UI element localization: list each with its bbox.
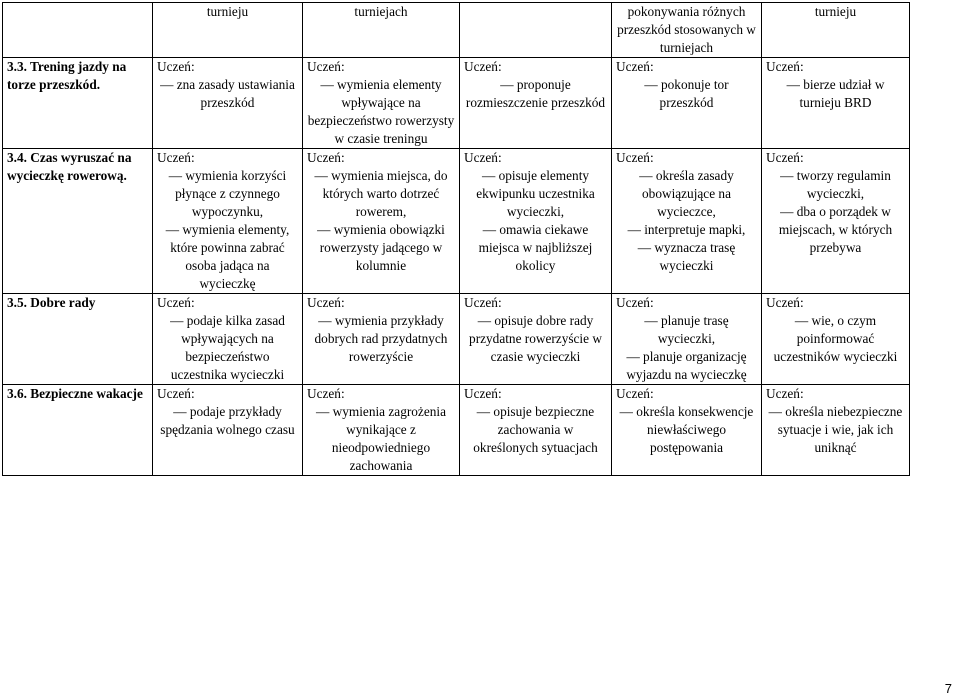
requirement-item: — wie, o czym poinformować uczestników wycieczki xyxy=(773,313,898,364)
section-title: 3.3. Trening jazdy na torze przeszkód. xyxy=(3,58,153,149)
student-label: Uczeń: xyxy=(616,150,654,165)
requirement-cell xyxy=(153,149,303,294)
requirement-item: — podaje przykłady spędzania wolnego czasu xyxy=(160,404,295,437)
requirement-item: — wymienia elementy, które powinna zabrać osoba jadąca na wycieczkę xyxy=(165,222,290,291)
requirement-cell xyxy=(612,294,762,385)
requirement-cell xyxy=(612,149,762,294)
requirement-cell xyxy=(762,58,910,149)
requirement-cell xyxy=(460,294,612,385)
requirement-cell xyxy=(303,149,460,294)
requirement-item: — planuje trasę wycieczki, xyxy=(644,313,729,346)
table-row xyxy=(3,294,910,385)
requirement-cell xyxy=(303,294,460,385)
requirement-item: — opisuje dobre rady przydatne rowerzyście w czasie wycieczki xyxy=(469,313,602,364)
header-cell xyxy=(3,3,153,58)
student-label: Uczeń: xyxy=(464,59,502,74)
requirement-item: — bierze udział w turnieju BRD xyxy=(786,77,885,110)
requirement-item: — opisuje bezpieczne zachowania w określonych sytuacjach xyxy=(473,404,598,455)
requirement-item: — wymienia elementy wpływające na bezpieczeństwo rowerzysty w czasie treningu xyxy=(307,77,455,146)
student-label: Uczeń: xyxy=(157,386,195,401)
curriculum-table xyxy=(2,2,910,476)
table-row xyxy=(3,58,910,149)
student-label: Uczeń: xyxy=(307,386,345,401)
requirement-cell xyxy=(303,58,460,149)
requirement-item: — wymienia miejsca, do których warto dotrzeć rowerem, xyxy=(314,168,448,219)
section-title: 3.6. Bezpieczne wakacje xyxy=(3,385,153,476)
student-label: Uczeń: xyxy=(766,150,804,165)
requirement-item: — interpretuje mapki, xyxy=(627,222,746,237)
requirement-cell xyxy=(762,294,910,385)
student-label: Uczeń: xyxy=(464,386,502,401)
requirement-item: — zna zasady ustawiania przeszkód xyxy=(160,77,295,110)
table-row xyxy=(3,385,910,476)
student-label: Uczeń: xyxy=(307,59,345,74)
requirement-item: — wymienia korzyści płynące z czynnego wypoczynku, xyxy=(168,168,287,219)
requirement-cell xyxy=(303,385,460,476)
requirement-item: — pokonuje tor przeszkód xyxy=(644,77,729,110)
requirement-cell xyxy=(612,58,762,149)
requirement-cell xyxy=(762,385,910,476)
student-label: Uczeń: xyxy=(464,295,502,310)
page-number: 7 xyxy=(944,681,952,696)
requirement-item: — opisuje elementy ekwipunku uczestnika wycieczki, xyxy=(476,168,595,219)
requirement-cell xyxy=(153,385,303,476)
requirement-cell xyxy=(612,385,762,476)
requirement-item: — określa konsekwencje niewłaściwego postępowania xyxy=(619,404,754,455)
student-label: Uczeń: xyxy=(464,150,502,165)
header-cell xyxy=(460,3,612,58)
section-title: 3.4. Czas wyruszać na wycieczkę rowerową. xyxy=(3,149,153,294)
student-label: Uczeń: xyxy=(766,59,804,74)
header-cell: turnieju xyxy=(762,3,910,58)
header-cell: turniejach xyxy=(303,3,460,58)
table-body xyxy=(3,58,910,476)
student-label: Uczeń: xyxy=(616,386,654,401)
student-label: Uczeń: xyxy=(157,59,195,74)
requirement-cell xyxy=(460,385,612,476)
requirement-item: — proponuje rozmieszczenie przeszkód xyxy=(465,77,606,110)
requirement-cell xyxy=(460,149,612,294)
requirement-cell xyxy=(762,149,910,294)
student-label: Uczeń: xyxy=(307,295,345,310)
requirement-cell xyxy=(460,58,612,149)
requirement-item: — dba o porządek w miejscach, w których przebywa xyxy=(778,204,893,255)
student-label: Uczeń: xyxy=(616,295,654,310)
student-label: Uczeń: xyxy=(307,150,345,165)
header-cell: turnieju xyxy=(153,3,303,58)
requirement-cell xyxy=(153,294,303,385)
section-title: 3.5. Dobre rady xyxy=(3,294,153,385)
student-label: Uczeń: xyxy=(616,59,654,74)
requirement-item: — wymienia zagrożenia wynikające z nieodpowiedniego zachowania xyxy=(316,404,446,473)
requirement-item: — tworzy regulamin wycieczki, xyxy=(780,168,891,201)
header-cell: pokonywania różnych przeszkód stosowanych w turniejach xyxy=(612,3,762,58)
requirement-item: — podaje kilka zasad wpływających na bezpieczeństwo uczestnika wycieczki xyxy=(170,313,285,382)
student-label: Uczeń: xyxy=(157,295,195,310)
student-label: Uczeń: xyxy=(157,150,195,165)
student-label: Uczeń: xyxy=(766,386,804,401)
table-row xyxy=(3,149,910,294)
requirement-item: — określa niebezpieczne sytuacje i wie, jak ich uniknąć xyxy=(768,404,903,455)
table-header-row xyxy=(3,3,910,58)
requirement-cell xyxy=(153,58,303,149)
requirement-item: — omawia ciekawe miejsca w najbliższej okolicy xyxy=(478,222,593,273)
requirement-item: — planuje organizację wyjazdu na wycieczkę xyxy=(626,349,747,382)
requirement-item: — wymienia obowiązki rowerzysty jadącego w kolumnie xyxy=(317,222,445,273)
requirement-item: — określa zasady obowiązujące na wycieczce, xyxy=(639,168,734,219)
student-label: Uczeń: xyxy=(766,295,804,310)
requirement-item: — wyznacza trasę wycieczki xyxy=(637,240,736,273)
requirement-item: — wymienia przykłady dobrych rad przydatnych rowerzyście xyxy=(314,313,448,364)
